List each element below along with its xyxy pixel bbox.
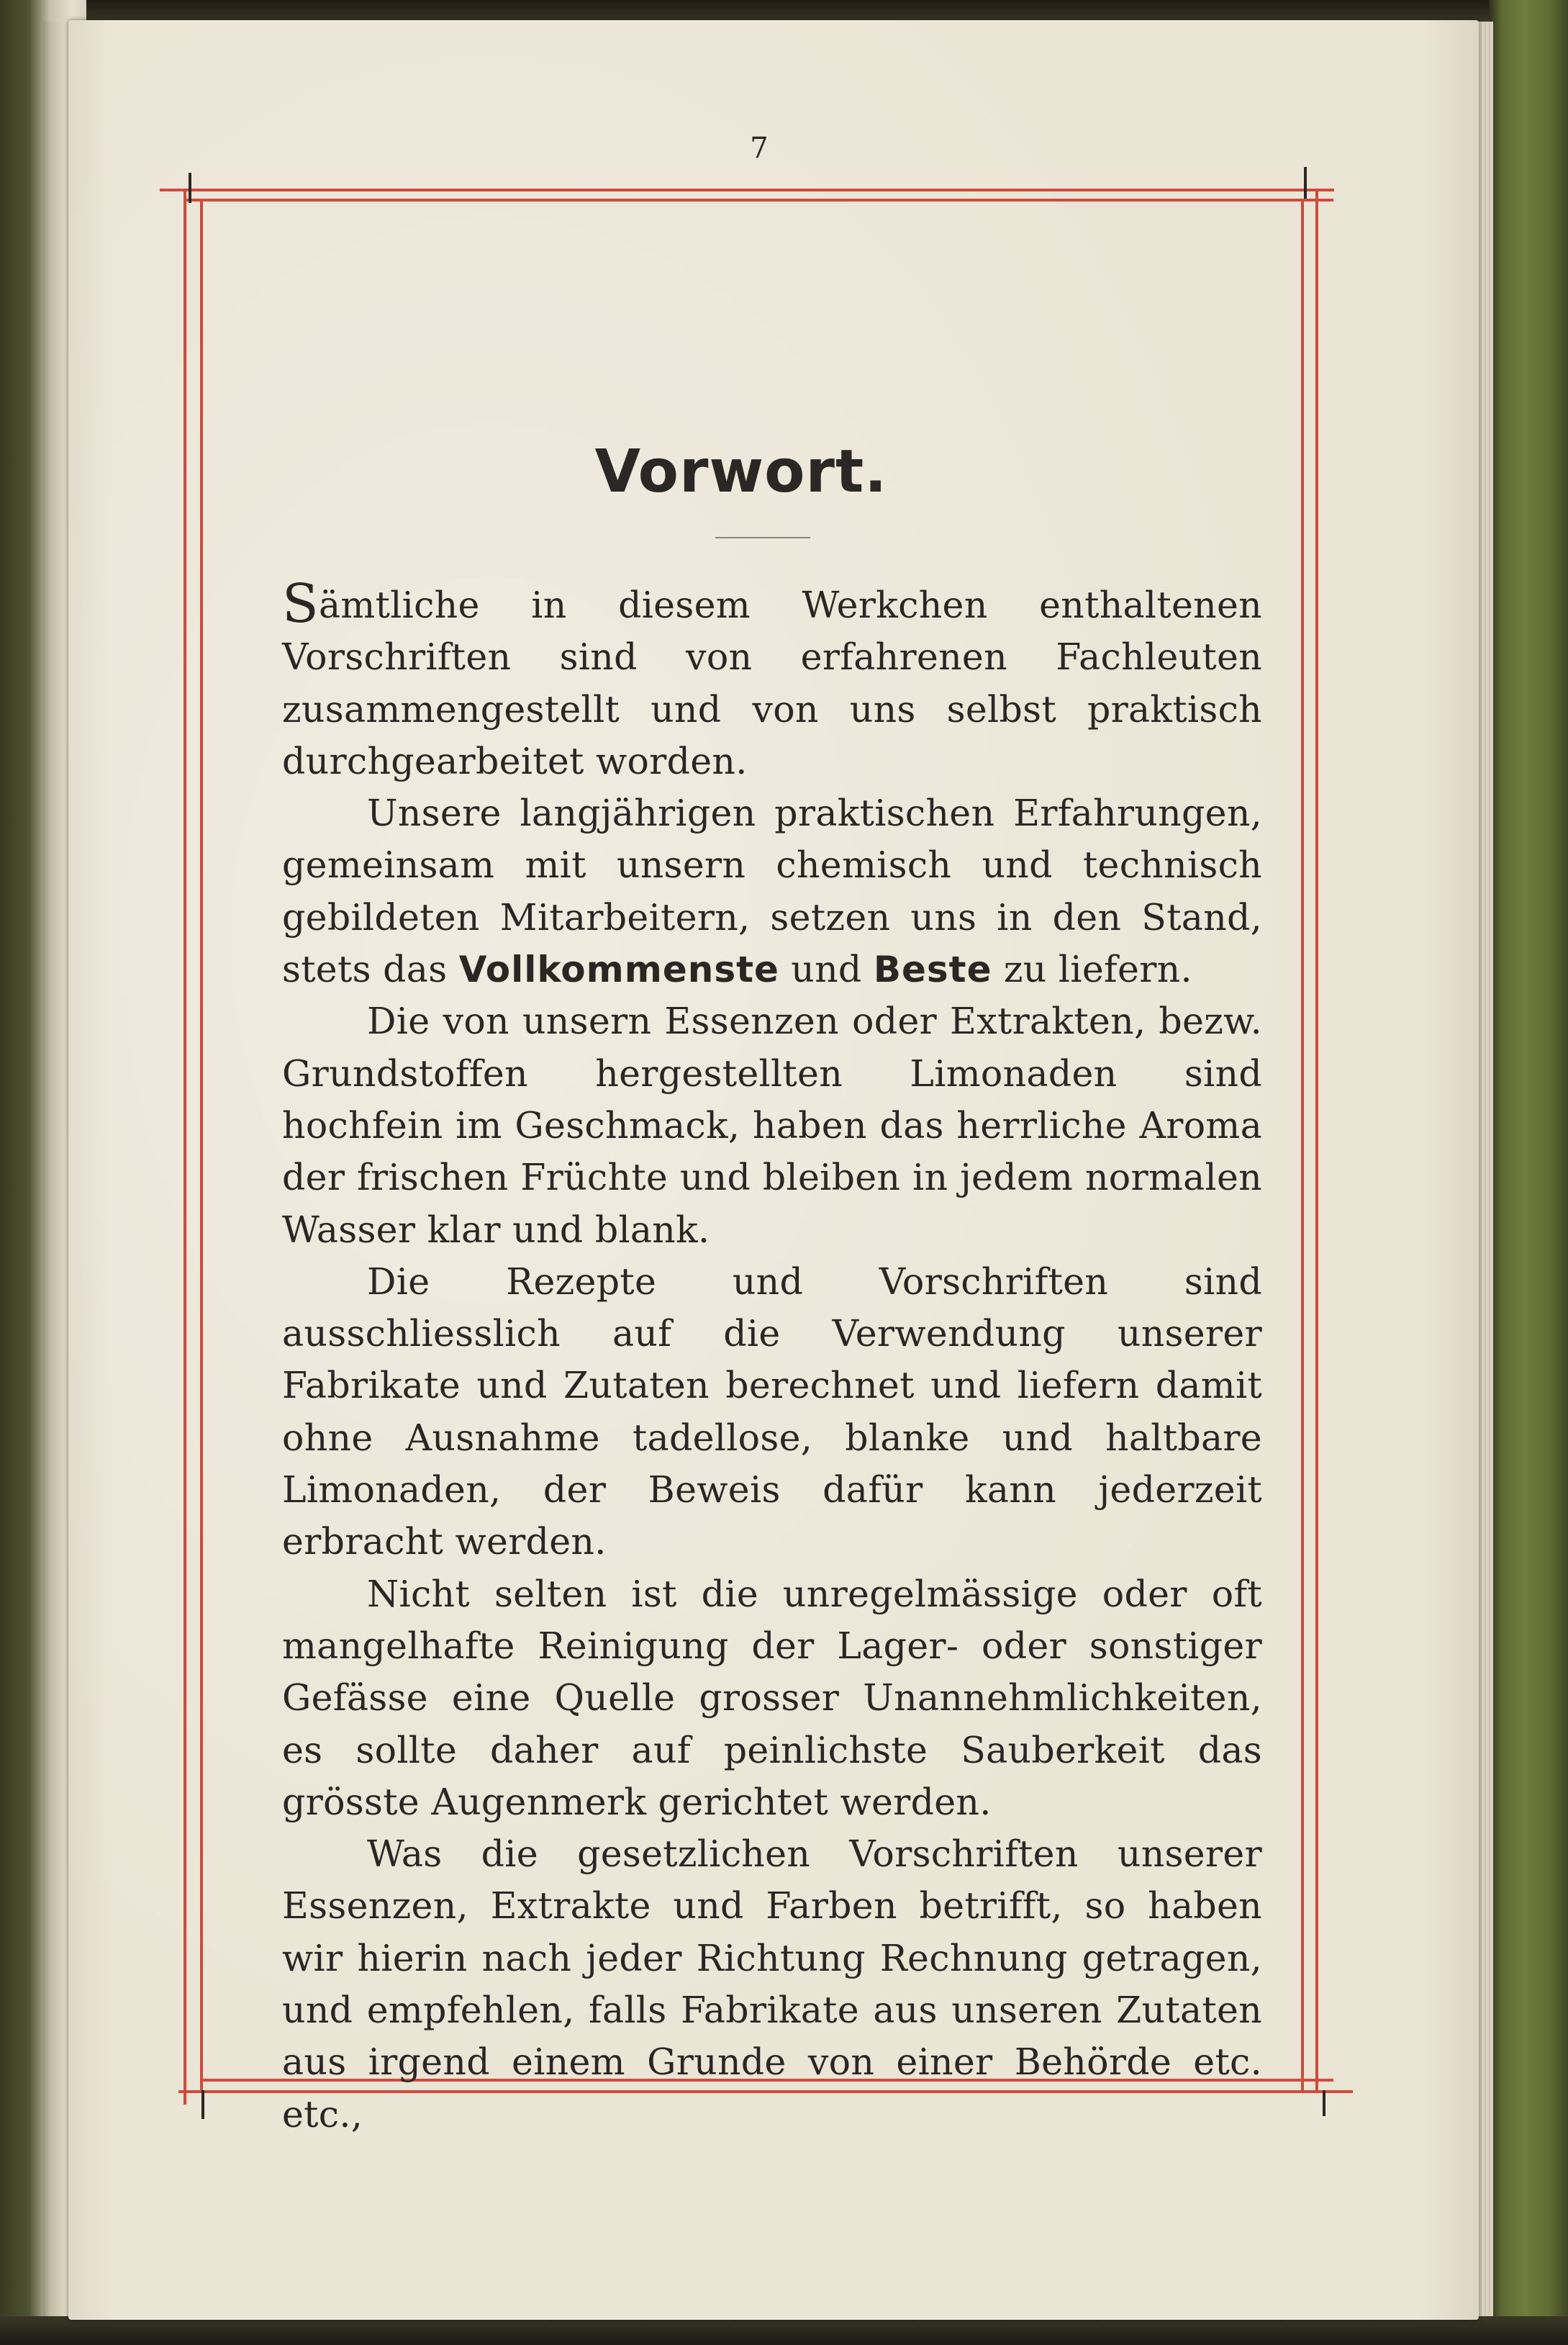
preface-text [282,573,1262,2141]
paragraph-4: Die Rezepte und Vorschriften sind ausschliesslich auf die Verwendung unserer Fabrikate und Zutaten berechnet und liefern damit ohne Ausnahme tadellose, blanke und haltbare Limonaden, der Beweis dafür kann jederzeit erbracht werden. [282,1260,1262,1563]
scan-top-edge [0,0,1568,22]
scan-bottom-edge [0,2316,1568,2345]
frame-top-rule-outer [160,189,1334,191]
page-number: 7 [750,132,769,165]
book-cover-edge [1489,0,1568,2345]
paragraph-2: Unsere langjährigen praktischen Erfahrungen, gemeinsam mit unsern chemisch und technisch gebildeten Mitarbeitern, setzen uns in den Stand, stets das Vollkommenste und Beste zu liefern. [282,792,1262,991]
frame-right-rule-outer [1315,189,1318,2092]
drop-cap: S [282,573,319,635]
emphasis-beste: Beste [873,949,992,991]
paragraph-3: Die von unsern Essenzen oder Extrakten, bezw. Grundstoffen hergestellten Limonaden sind hochfein im Geschmack, haben das herrliche Aroma der frischen Früchte und bleiben in jedem normalen Wasser klar und blank. [282,1000,1262,1251]
frame-left-rule-inner [200,199,203,2092]
paragraph-5: Nicht selten ist die unregelmässige oder oft mangelhafte Reinigung der Lager- oder sonstiger Gefässe eine Quelle grosser Unannehmlichkeiten, es sollte daher auf peinlichste Sauberkeit das grösste Augenmerk gerichtet werden. [282,1572,1262,1823]
page-title: Vorwort. [594,438,888,506]
frame-top-rule-inner [183,199,1333,202]
title-underline [715,537,810,538]
paragraph-6: Was die gesetzlichen Vorschriften unserer Essenzen, Extrakte und Farben betrifft, so haben wir hierin nach jeder Richtung Rechnung getragen, und empfehlen, falls Fabrikate aus unseren Zutaten aus irgend einem Grunde von einer Behörde etc. etc., [282,1833,1262,2136]
emphasis-vollkommenste: Vollkommenste [458,949,779,991]
frame-tick-top-left [189,173,191,203]
frame-left-rule-outer [183,189,186,2105]
frame-tick-bottom-right [1323,2090,1325,2116]
frame-tick-bottom-left [201,2090,204,2119]
frame-right-rule-inner [1301,199,1304,2092]
frame-tick-top-right [1304,167,1307,199]
paragraph-1: Sämtliche in diesem Werkchen enthaltenen Vorschriften sind von erfahrenen Fachleuten zusammengestellt und von uns selbst praktisch durchgearbeitet worden. [282,573,1262,782]
